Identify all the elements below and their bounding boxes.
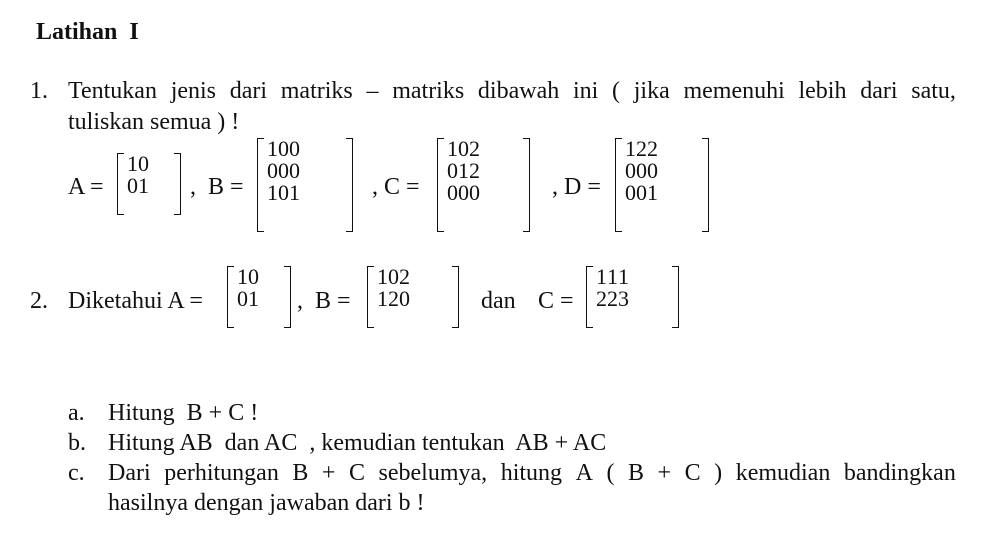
matrix-cell: 0: [647, 158, 658, 183]
matrix-cell: 2: [469, 158, 480, 183]
q1-word: dari: [229, 78, 268, 104]
q2-matrix-c: [586, 266, 679, 328]
matrix-cell: 0: [237, 286, 248, 311]
sub-c-word: Dari: [108, 460, 151, 486]
matrix-cell: 1: [138, 173, 149, 198]
q2-label-a: Diketahui A =: [68, 288, 203, 314]
matrix-cell: 0: [127, 173, 138, 198]
matrix-cell: 0: [289, 158, 300, 183]
q1-word: jenis: [170, 78, 217, 104]
matrix-cell: 1: [289, 180, 300, 205]
q1-word: dibawah: [477, 78, 560, 104]
matrix-cell: 1: [447, 136, 458, 161]
sub-c-line2: hasilnya dengan jawaban dari b !: [108, 490, 425, 516]
sub-c-label: c.: [68, 460, 85, 486]
matrix-cell: 0: [399, 286, 410, 311]
q1-label-a: A =: [68, 174, 104, 200]
q1-label-b: , B =: [190, 174, 244, 200]
q1-word: jika: [633, 78, 670, 104]
matrix-cell: 1: [607, 264, 618, 289]
matrix-cell: 0: [458, 180, 469, 205]
q1-word: satu,: [911, 78, 956, 104]
q2-matrix-a: [227, 266, 291, 328]
matrix-cell: 0: [625, 180, 636, 205]
matrix-cell: 0: [267, 158, 278, 183]
matrix-cell: 2: [388, 286, 399, 311]
matrix-cell: 1: [458, 158, 469, 183]
matrix-cell: 2: [399, 264, 410, 289]
q1-word: –: [366, 78, 379, 104]
matrix-cell: 0: [388, 264, 399, 289]
matrix-cell: 0: [625, 158, 636, 183]
matrix-cell: 1: [127, 151, 138, 176]
q1-word: lebih: [798, 78, 847, 104]
sub-c-word: perhitungan: [164, 460, 279, 486]
q1-word: dari: [860, 78, 898, 104]
sub-a-text: Hitung B + C !: [108, 400, 259, 426]
sub-c-word: sebelumya,: [378, 460, 488, 486]
sub-c-word: ): [714, 460, 723, 486]
q1-matrix-c: [437, 138, 530, 232]
matrix-cell: 1: [377, 286, 388, 311]
matrix-cell: 0: [278, 180, 289, 205]
matrix-cell: 1: [625, 136, 636, 161]
matrix-cell: 2: [647, 136, 658, 161]
page-title: Latihan I: [36, 19, 139, 45]
matrix-cell: 0: [447, 180, 458, 205]
matrix-cell: 1: [237, 264, 248, 289]
sub-c-word: C: [684, 460, 701, 486]
sub-c-word: B: [292, 460, 309, 486]
sub-a-label: a.: [68, 400, 85, 426]
q1-label-c: , C =: [372, 174, 420, 200]
q1-word: matriks: [392, 78, 465, 104]
matrix-cell: 2: [469, 136, 480, 161]
q1-word: (: [612, 78, 621, 104]
sub-c-word: +: [321, 460, 336, 486]
sub-b-text: Hitung AB dan AC , kemudian tentukan AB + AC: [108, 430, 607, 456]
matrix-cell: 1: [248, 286, 259, 311]
q1-matrix-b: [257, 138, 353, 232]
q2-label-dan: dan: [481, 288, 516, 314]
q1-number: 1.: [30, 78, 48, 104]
q1-line1: [68, 79, 956, 103]
sub-c-word: hitung: [500, 460, 563, 486]
q1-word: Tentukan: [68, 78, 157, 104]
matrix-cell: 0: [636, 180, 647, 205]
sub-c-word: A: [575, 460, 593, 486]
matrix-cell: 0: [289, 136, 300, 161]
q1-word: memenuhi: [683, 78, 785, 104]
q2-number: 2.: [30, 288, 48, 314]
matrix-cell: 0: [278, 136, 289, 161]
sub-c-word: bandingkan: [843, 460, 956, 486]
sub-b-label: b.: [68, 430, 86, 456]
sub-c-word: C: [348, 460, 365, 486]
matrix-cell: 2: [607, 286, 618, 311]
q2-matrix-b: [367, 266, 459, 328]
matrix-cell: 1: [267, 136, 278, 161]
matrix-cell: 1: [647, 180, 658, 205]
matrix-cell: 2: [636, 136, 647, 161]
q1-matrix-a: [117, 153, 181, 215]
matrix-cell: 1: [596, 264, 607, 289]
q1-word: ini: [572, 78, 599, 104]
q1-line2: tuliskan semua ) !: [68, 109, 240, 135]
matrix-cell: 0: [278, 158, 289, 183]
sub-c-line1: [108, 461, 956, 485]
matrix-cell: 3: [618, 286, 629, 311]
matrix-cell: 1: [618, 264, 629, 289]
matrix-cell: 1: [267, 180, 278, 205]
matrix-cell: 2: [596, 286, 607, 311]
sub-c-word: +: [657, 460, 672, 486]
q1-word: matriks: [280, 78, 353, 104]
matrix-cell: 0: [248, 264, 259, 289]
q2-label-c: C =: [538, 288, 574, 314]
q2-label-b: , B =: [297, 288, 351, 314]
q1-label-d: , D =: [552, 174, 601, 200]
matrix-cell: 0: [458, 136, 469, 161]
matrix-cell: 0: [469, 180, 480, 205]
matrix-cell: 1: [377, 264, 388, 289]
sub-c-word: (: [606, 460, 615, 486]
matrix-cell: 0: [447, 158, 458, 183]
sub-c-word: kemudian: [735, 460, 831, 486]
matrix-cell: 0: [138, 151, 149, 176]
matrix-cell: 0: [636, 158, 647, 183]
sub-c-word: B: [627, 460, 644, 486]
q1-matrix-d: [615, 138, 709, 232]
